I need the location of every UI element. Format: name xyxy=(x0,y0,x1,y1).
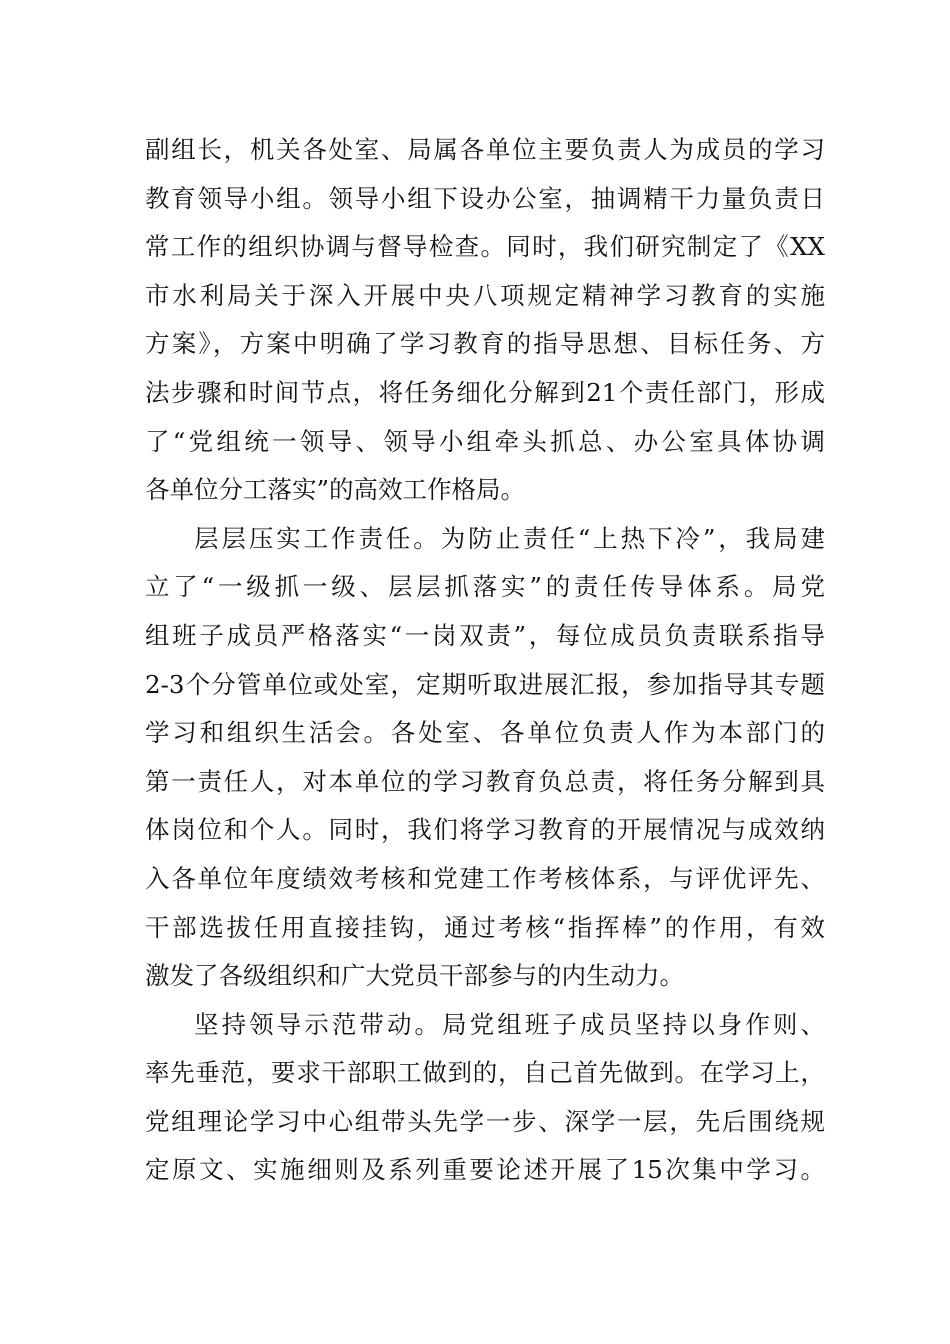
text-line: 干部选拔任用直接挂钩，通过考核“指挥棒”的作用，有效 xyxy=(145,912,825,942)
text-line: 率先垂范，要求干部职工做到的，自己首先做到。在学习上， xyxy=(145,1058,825,1088)
text-line: 副组长，机关各处室、局属各单位主要负责人为成员的学习 xyxy=(145,135,825,164)
paragraph-first-line: 层层压实工作责任。为防止责任“上热下冷”，我局建 xyxy=(194,523,825,553)
text-line: 激发了各级组织和广大党员干部参与的内生动力。 xyxy=(145,961,684,991)
text-line: 组班子成员严格落实“一岗双责”，每位成员负责联系指导 xyxy=(145,620,825,650)
text-line: 第一责任人，对本单位的学习教育负总责，将任务分解到具 xyxy=(145,766,825,796)
text-line: 2-3个分管单位或处室，定期听取进展汇报，参加指导其专题 xyxy=(145,669,825,699)
text-line: 定原文、实施细则及系列重要论述开展了15次集中学习。 xyxy=(145,1155,825,1185)
text-line: 教育领导小组。领导小组下设办公室，抽调精干力量负责日 xyxy=(145,183,825,213)
text-line: 法步骤和时间节点，将任务细化分解到21个责任部门，形成 xyxy=(145,377,825,407)
text-line: 体岗位和个人。同时，我们将学习教育的开展情况与成效纳 xyxy=(145,815,825,845)
text-line: 入各单位年度绩效考核和党建工作考核体系，与评优评先、 xyxy=(145,863,825,893)
text-line: 各单位分工落实”的高效工作格局。 xyxy=(145,475,526,505)
text-line: 了“党组统一领导、领导小组牵头抓总、办公室具体协调 xyxy=(145,426,825,456)
text-line: 立了“一级抓一级、层层抓落实”的责任传导体系。局党 xyxy=(145,572,825,602)
text-line: 党组理论学习中心组带头先学一步、深学一层，先后围绕规 xyxy=(145,1106,825,1136)
text-line: 学习和组织生活会。各处室、各单位负责人作为本部门的 xyxy=(145,718,825,748)
text-line: 方案》，方案中明确了学习教育的指导思想、目标任务、方 xyxy=(145,329,825,359)
text-line: 市水利局关于深入开展中央八项规定精神学习教育的实施 xyxy=(145,280,825,310)
body-text xyxy=(145,126,825,1195)
paragraph-first-line: 坚持领导示范带动。局党组班子成员坚持以身作则、 xyxy=(194,1009,825,1039)
text-line: 常工作的组织协调与督导检查。同时，我们研究制定了《XX xyxy=(145,232,825,262)
